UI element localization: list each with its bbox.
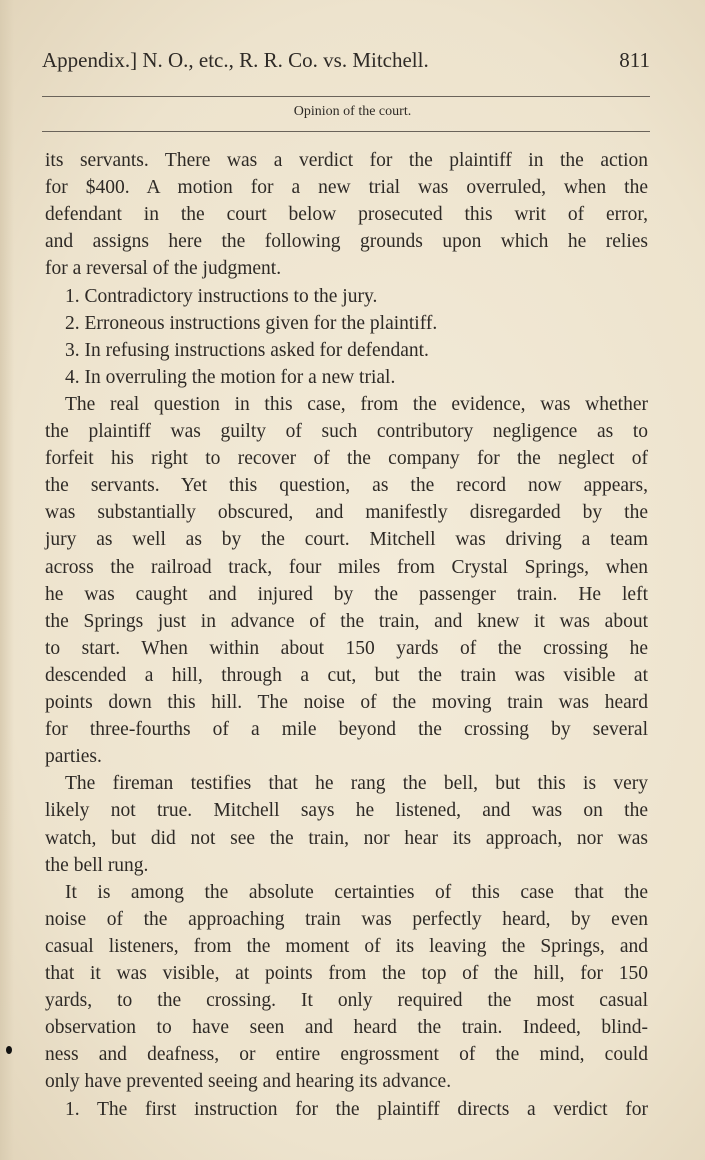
text-line: It is among the absolute certainties of this case that the — [65, 881, 648, 903]
text-line: he was caught and injured by the passenger train. He left — [45, 583, 648, 605]
text-line: for a reversal of the judgment. — [45, 258, 282, 280]
text-line: 2. Erroneous instructions given for the plaintiff. — [65, 312, 438, 334]
text-line: observation to have seen and heard the train. Indeed, blind- — [45, 1017, 648, 1039]
text-line: its servants. There was a verdict for the plaintiff in the action — [45, 150, 648, 171]
text-line: and assigns here the following grounds upon which he relies — [45, 231, 648, 253]
text-line: likely not true. Mitchell says he listened, and was on the — [45, 800, 648, 822]
text-line: 1. Contradictory instructions to the jury. — [65, 285, 378, 307]
text-line: points down this hill. The noise of the moving train was heard — [45, 692, 648, 713]
text-line: watch, but did not see the train, nor hear its approach, nor was — [45, 827, 648, 849]
text-line: was substantially obscured, and manifestly disregarded by the — [45, 502, 648, 524]
running-head-title: Appendix.] N. O., etc., R. R. Co. vs. Mitchell. — [42, 48, 429, 72]
text-line: for three-fourths of a mile beyond the crossing by several — [45, 719, 648, 741]
text-line: the Springs just in advance of the train, and knew it was about — [45, 610, 648, 632]
text-line: the servants. Yet this question, as the record now appears, — [45, 475, 648, 497]
text-line: casual listeners, from the moment of its leaving the Springs, and — [45, 935, 648, 957]
text-line: jury as well as by the court. Mitchell was driving a team — [45, 529, 648, 551]
text-line: that it was visible, at points from the top of the hill, for 150 — [45, 963, 648, 984]
text-line: ness and deafness, or entire engrossment of the mind, could — [45, 1044, 648, 1066]
text-line: 4. In overruling the motion for a new trial. — [65, 366, 396, 388]
text-line: The fireman testifies that he rang the bell, but this is very — [65, 773, 648, 795]
text-line: 3. In refusing instructions asked for defendant. — [65, 339, 429, 361]
text-line: the plaintiff was guilty of such contributory negligence as to — [45, 421, 648, 442]
text-line: yards, to the crossing. It only required the most casual — [45, 990, 648, 1012]
header-rule-top — [42, 96, 650, 97]
text-line: The real question in this case, from the evidence, was whether — [65, 393, 648, 415]
text-line: forfeit his right to recover of the company for the neglect of — [45, 448, 648, 470]
text-line: parties. — [45, 746, 102, 768]
text-line: only have prevented seeing and hearing its advance. — [45, 1071, 452, 1093]
ink-blot-mark — [6, 1046, 12, 1054]
text-line: to start. When within about 150 yards of the crossing he — [45, 637, 648, 659]
text-line: descended a hill, through a cut, but the train was visible at — [45, 664, 648, 686]
text-line: the bell rung. — [45, 854, 149, 876]
text-line: noise of the approaching train was perfectly heard, by even — [45, 908, 648, 930]
text-line: across the railroad track, four miles from Crystal Springs, when — [45, 556, 648, 578]
text-line: defendant in the court below prosecuted this writ of error, — [45, 204, 648, 226]
page-number: 811 — [619, 48, 650, 72]
text-line: 1. The first instruction for the plaintiff directs a verdict for — [65, 1098, 648, 1120]
running-header — [42, 48, 650, 78]
section-heading: Opinion of the court. — [293, 104, 412, 119]
text-line: for $400. A motion for a new trial was overruled, when the — [45, 177, 648, 199]
header-rule-bottom — [42, 131, 650, 132]
page-edge-shadow — [0, 0, 14, 1160]
